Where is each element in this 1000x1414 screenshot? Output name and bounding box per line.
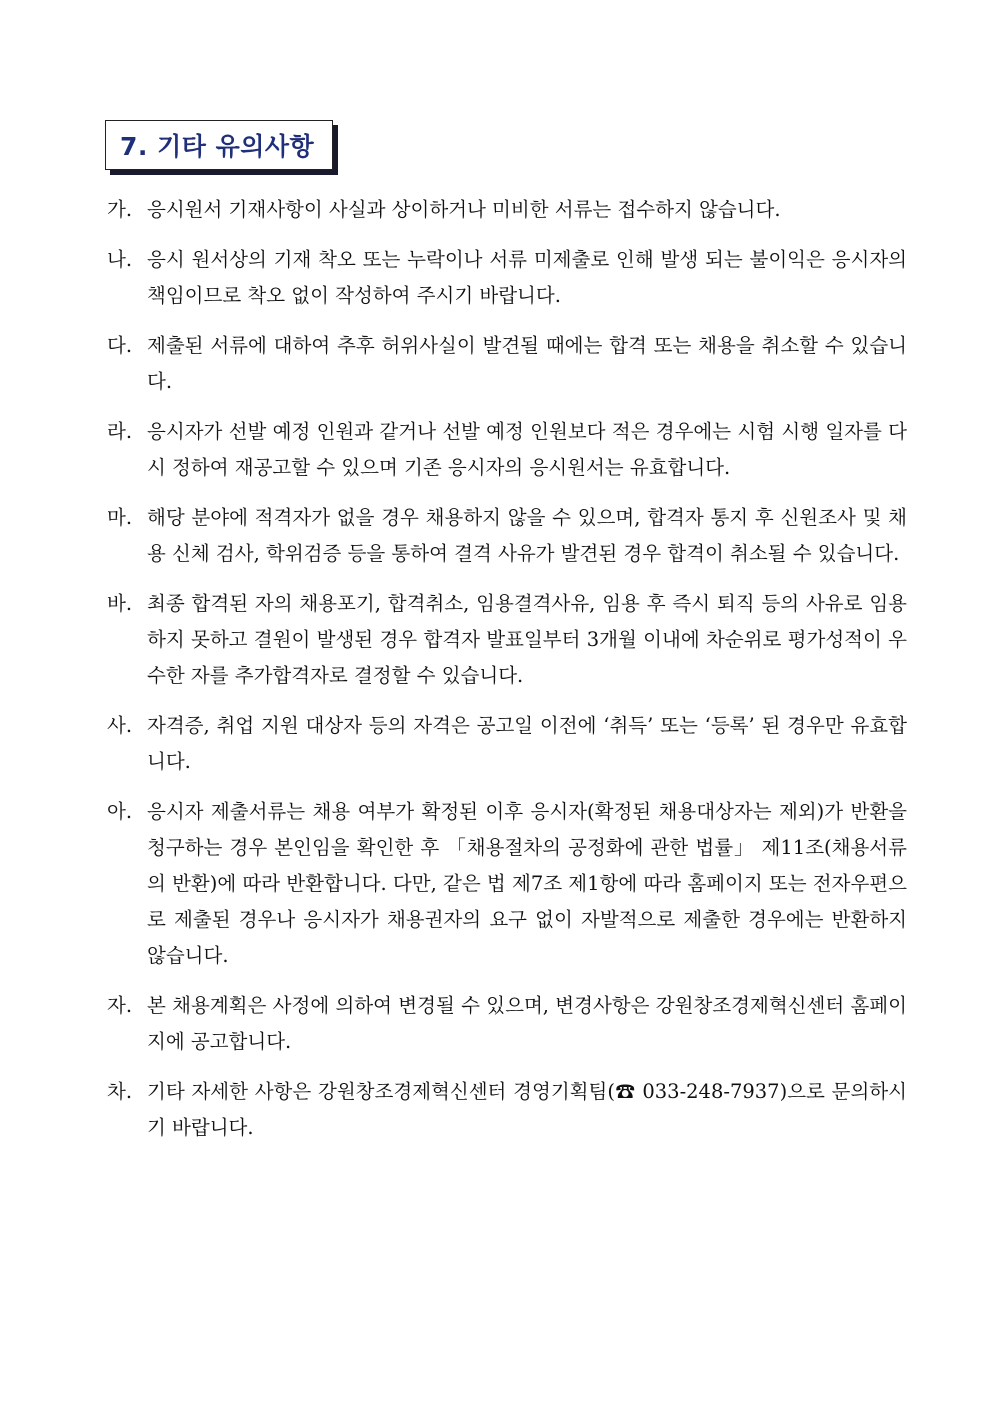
list-item bbox=[107, 794, 907, 974]
item-text: 해당 분야에 적격자가 없을 경우 채용하지 않을 수 있으며, 합격자 통지 후 신원조사 및 채용 신체 검사, 학위검증 등을 통하여 결격 사유가 발견된 경우 합격이 취소될 수 있습니다. bbox=[147, 506, 907, 565]
item-marker: 나. bbox=[107, 248, 133, 271]
section-title-box bbox=[105, 120, 333, 170]
item-marker: 아. bbox=[107, 800, 133, 823]
item-marker: 사. bbox=[107, 714, 133, 737]
item-text: 응시자 제출서류는 채용 여부가 확정된 이후 응시자(확정된 채용대상자는 제외)가 반환을 청구하는 경우 본인임을 확인한 후 「채용절차의 공정화에 관한 법률」 제11조(채용서류의 반환)에 따라 반환합니다. 다만, 같은 법 제7조 제1항에 따라 홈페이지 또는 전자우편으로 제출된 경우나 응시자가 채용권자의 요구 없이 자발적으로 제출한 경우에는 반환하지 않습니다. bbox=[147, 800, 907, 967]
list-item bbox=[107, 708, 907, 780]
item-text: 기타 자세한 사항은 강원창조경제혁신센터 경영기획팀(☎ 033-248-7937)으로 문의하시기 바랍니다. bbox=[147, 1080, 907, 1139]
item-marker: 마. bbox=[107, 506, 133, 529]
list-item bbox=[107, 1074, 907, 1146]
item-marker: 자. bbox=[107, 994, 133, 1017]
item-marker: 가. bbox=[107, 198, 133, 221]
item-text: 응시원서 기재사항이 사실과 상이하거나 미비한 서류는 접수하지 않습니다. bbox=[147, 198, 781, 221]
item-marker: 차. bbox=[107, 1080, 133, 1103]
item-text: 제출된 서류에 대하여 추후 허위사실이 발견될 때에는 합격 또는 채용을 취소할 수 있습니다. bbox=[147, 334, 907, 393]
item-text: 응시자가 선발 예정 인원과 같거나 선발 예정 인원보다 적은 경우에는 시험 시행 일자를 다시 정하여 재공고할 수 있으며 기존 응시자의 응시원서는 유효합니다. bbox=[147, 420, 907, 479]
item-text: 본 채용계획은 사정에 의하여 변경될 수 있으며, 변경사항은 강원창조경제혁신센터 홈페이지에 공고합니다. bbox=[147, 994, 907, 1053]
list-item bbox=[107, 242, 907, 314]
item-text: 최종 합격된 자의 채용포기, 합격취소, 임용결격사유, 임용 후 즉시 퇴직 등의 사유로 임용하지 못하고 결원이 발생된 경우 합격자 발표일부터 3개월 이내에 차순위로 평가성적이 우수한 자를 추가합격자로 결정할 수 있습니다. bbox=[147, 592, 907, 687]
list-item bbox=[107, 500, 907, 572]
section-title: 7. 기타 유의사항 bbox=[120, 132, 315, 161]
item-text: 자격증, 취업 지원 대상자 등의 자격은 공고일 이전에 ‘취득’ 또는 ‘등록’ 된 경우만 유효합니다. bbox=[147, 714, 907, 773]
item-marker: 바. bbox=[107, 592, 133, 615]
notice-list bbox=[107, 192, 907, 1160]
list-item bbox=[107, 328, 907, 400]
item-marker: 라. bbox=[107, 420, 133, 443]
list-item bbox=[107, 586, 907, 694]
item-text: 응시 원서상의 기재 착오 또는 누락이나 서류 미제출로 인해 발생 되는 불이익은 응시자의 책임이므로 착오 없이 작성하여 주시기 바랍니다. bbox=[147, 248, 907, 307]
item-marker: 다. bbox=[107, 334, 133, 357]
list-item bbox=[107, 414, 907, 486]
list-item bbox=[107, 192, 907, 228]
list-item bbox=[107, 988, 907, 1060]
section-header bbox=[105, 120, 333, 170]
